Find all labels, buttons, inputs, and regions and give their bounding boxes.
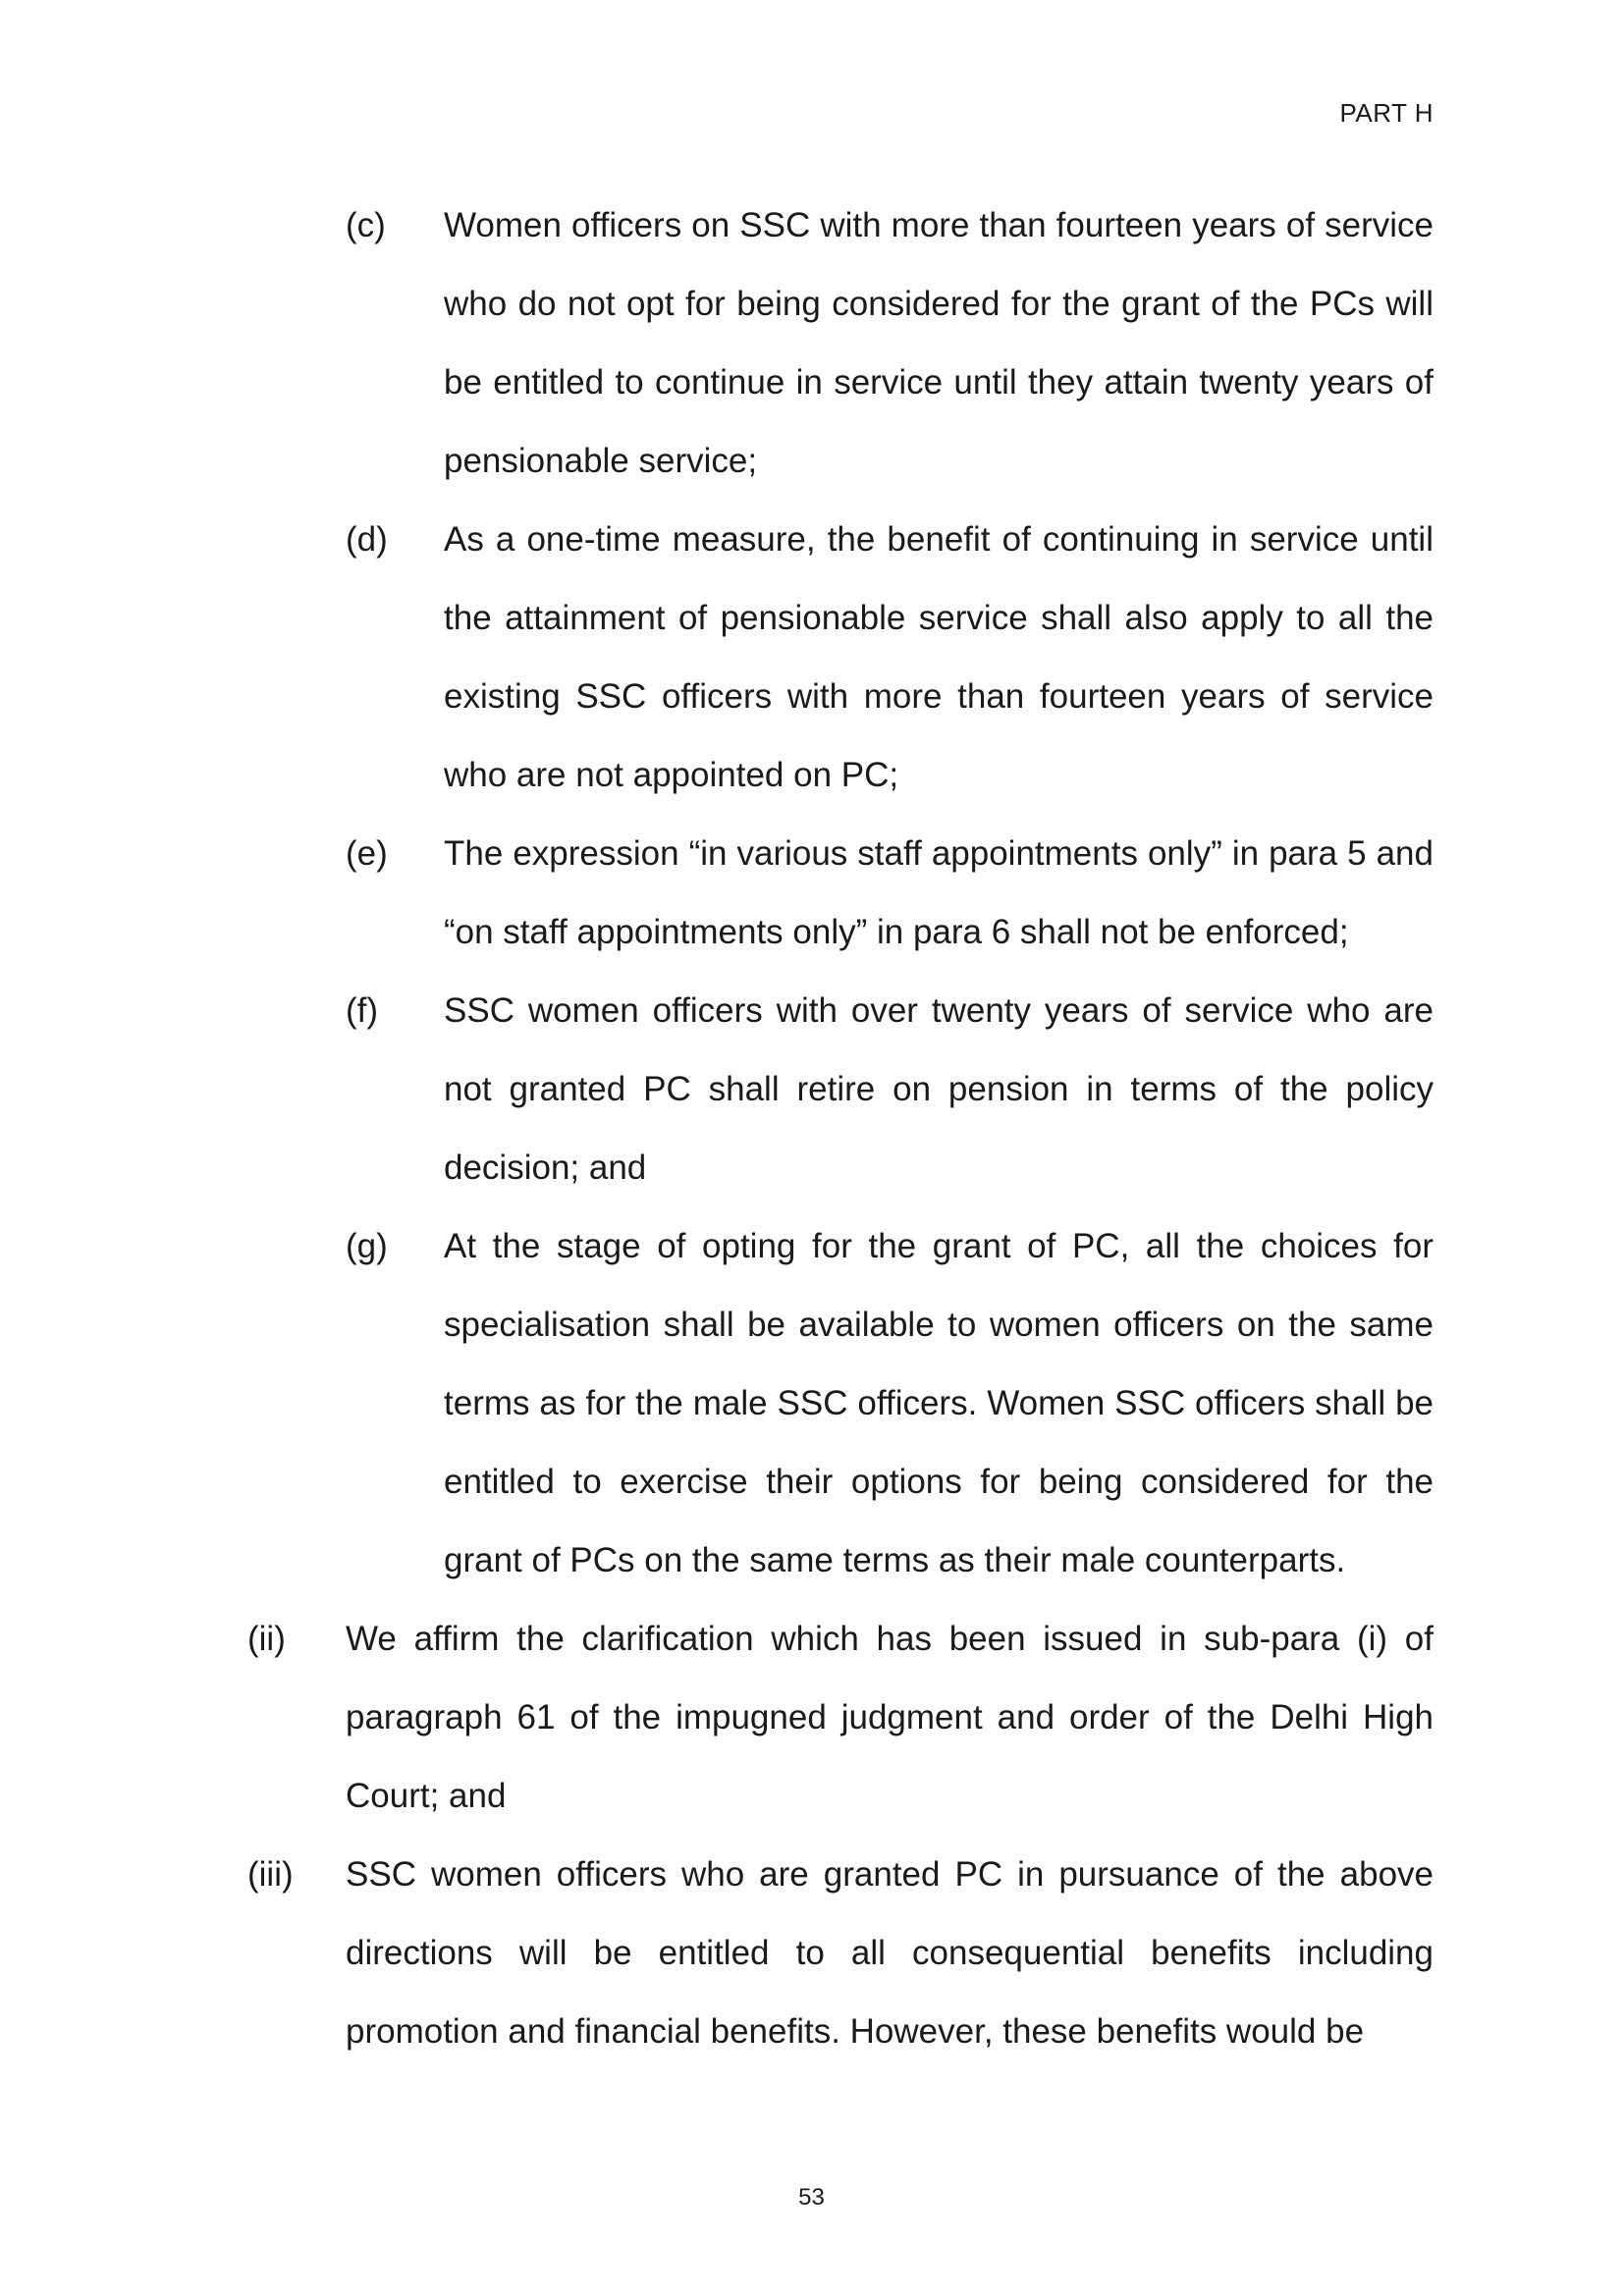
item-marker: (iii): [247, 1855, 294, 1894]
item-text: SSC women officers with over twenty years of service who are not granted PC shall retire on pension in terms of the policy decision; and: [444, 991, 1434, 1187]
item-marker: (d): [346, 520, 388, 559]
item-text: We affirm the clarification which has been issued in sub-para (i) of paragraph 61 of the impugned judgment and order of the Delhi High Court; and: [346, 1620, 1434, 1815]
list-item: [0, 187, 1623, 501]
item-marker: (f): [346, 991, 379, 1030]
item-marker: (c): [346, 206, 386, 244]
item-text: At the stage of opting for the grant of PC, all the choices for specialisation shall be available to women officers on the same terms as for the male SSC officers. Women SSC officers shall be entitled to exercise their options for being considered for the grant of PCs on the same terms as their male counterparts.: [444, 1227, 1434, 1579]
directions-list: [0, 187, 1623, 2071]
item-text: SSC women officers who are granted PC in pursuance of the above directions will be entitled to all consequential benefits including promotion and financial benefits. However, these benefits would be: [346, 1855, 1434, 2051]
item-marker: (e): [346, 834, 388, 873]
list-item: [0, 501, 1623, 815]
item-text: Women officers on SSC with more than fourteen years of service who do not opt for being considered for the grant of the PCs will be entitled to continue in service until they attain twenty years of pensionable service;: [444, 206, 1434, 480]
part-header: PART H: [1339, 98, 1434, 128]
list-item: [0, 1836, 1623, 2071]
item-text: As a one-time measure, the benefit of continuing in service until the attainment of pensionable service shall also apply to all the existing SSC officers with more than fourteen years of service who are not appointed on PC;: [444, 520, 1434, 794]
item-marker: (g): [346, 1227, 388, 1265]
item-text: The expression “in various staff appointments only” in para 5 and “on staff appointments only” in para 6 shall not be enforced;: [444, 834, 1434, 951]
page-number: 53: [798, 2184, 825, 2211]
item-marker: (ii): [247, 1620, 286, 1658]
list-item: [0, 815, 1623, 972]
list-item: [0, 1207, 1623, 1600]
list-item: [0, 972, 1623, 1207]
list-item: [0, 1600, 1623, 1836]
